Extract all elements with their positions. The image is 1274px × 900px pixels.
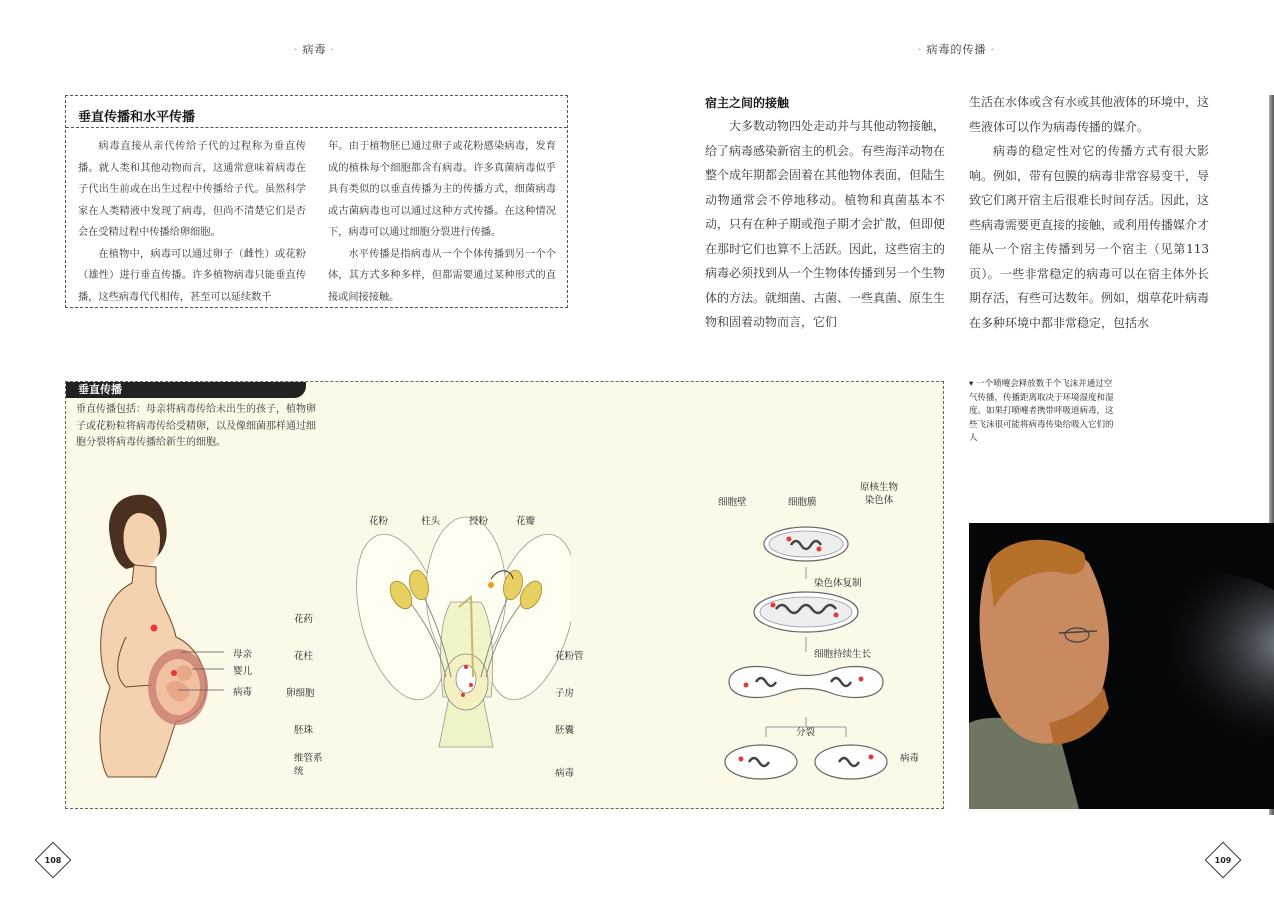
label-style: 花柱 xyxy=(294,651,314,662)
running-head-left: · 病毒 · xyxy=(294,43,335,56)
paragraph: 年。由于植物胚已通过卵子或花粉感染病毒，发育成的植株每个细胞都含有病毒。许多真菌病毒似乎具有类似的以垂直传播为主的传播方式，细菌病毒或古菌病毒也可以通过这种方式传播。在这种情况下，病毒可以通过细胞分裂进行传播。 xyxy=(328,141,556,238)
label-division: 分裂 xyxy=(796,727,816,738)
page-number-left: 108 xyxy=(35,842,72,879)
paragraph: 水平传播是指病毒从一个个体传播到另一个个体，其方式多种多样，但都需要通过某种形式的直接或间接接触。 xyxy=(328,248,556,303)
photo-caption: ▾ 一个喷嚏会释放数千个飞沫并通过空气传播，传播距离取决于环境湿度和湿度。如果打喷嚏者携带呼吸道病毒，这些飞沫很可能将病毒传染给吸入它们的人 xyxy=(969,379,1114,443)
sidebar-box xyxy=(65,95,568,308)
label-petal: 花瓣 xyxy=(516,516,536,527)
label-pollen: 花粉 xyxy=(369,516,389,527)
label-cell-wall: 细胞壁 xyxy=(718,497,747,508)
label-flower-virus: 病毒 xyxy=(555,768,575,779)
page-number-right: 109 xyxy=(1205,842,1242,879)
label-baby: 婴儿 xyxy=(233,666,253,677)
label-cell-growth: 细胞持续生长 xyxy=(814,649,872,660)
paragraph: 大多数动物四处走动并与其他动物接触，给了病毒感染新宿主的机会。有些海洋动物在整个成年期都会固着在其他物体表面，但陆生动物通常会不停地移动。植物和真菌基本不动，只有在种子期或孢子期才会扩散，但即便在那时它们也算不上活跃。因此，这些宿主的病毒必须找到从一个生物体传播到另一个生物体的方法。就细菌、古菌、一些真菌、原生生物和固着动物而言，它们 xyxy=(705,119,946,329)
pregnant-woman-illustration xyxy=(86,487,266,787)
label-virus: 病毒 xyxy=(233,687,253,698)
label-chromosome: 原核生物染色体 xyxy=(859,482,898,506)
section-heading: 宿主之间的接触 xyxy=(705,96,790,110)
label-chromosome-replication: 染色体复制 xyxy=(814,578,862,589)
vertical-transmission-panel xyxy=(65,381,944,809)
box-column-2 xyxy=(328,136,556,308)
label-ovule: 胚珠 xyxy=(294,725,314,736)
label-embryo-sac: 胚囊 xyxy=(555,725,575,736)
sneeze-photo xyxy=(969,523,1274,809)
flower-illustration xyxy=(331,507,571,767)
label-stigma: 柱头 xyxy=(421,516,441,527)
label-egg-cell: 卵细胞 xyxy=(286,688,315,699)
body-column-2 xyxy=(969,90,1209,335)
box-column-1 xyxy=(78,136,306,308)
label-mother: 母亲 xyxy=(233,649,253,660)
paragraph: 在植物中，病毒可以通过卵子（雌性）或花粉（雄性）进行垂直传播。许多植物病毒只能垂直传播，这些病毒代代相传，甚至可以延续数千 xyxy=(78,248,306,303)
label-cell-membrane: 细胞膜 xyxy=(788,497,817,508)
box-title: 垂直传播和水平传播 xyxy=(78,110,196,125)
label-ovary: 子房 xyxy=(555,688,575,699)
panel-tab: 垂直传播 xyxy=(66,382,306,398)
cell-division-illustration xyxy=(721,487,901,787)
paragraph: 病毒的稳定性对它的传播方式有很大影响。例如，带有包膜的病毒非常容易变干，导致它们离开宿主后很难长时间存活。因此，这些病毒需要更直接的接触，或利用传播媒介才能从一个宿主传播到另一个宿主（见第113页）。一些非常稳定的病毒可以在宿主体外长期存活，有些可达数年。例如，烟草花叶病毒在多种环境中都非常稳定，包括水 xyxy=(969,144,1210,330)
label-anther: 花药 xyxy=(294,614,314,625)
paragraph: 病毒直接从亲代传给子代的过程称为垂直传播。就人类和其他动物而言，这通常意味着病毒在子代出生前或在出生过程中传播给子代。虽然科学家在人类精液中发现了病毒，但尚不清楚它们是否会在受精过程中传播给卵细胞。 xyxy=(78,141,306,238)
body-column-1 xyxy=(705,114,945,335)
label-cell-virus: 病毒 xyxy=(900,753,920,764)
paragraph: 生活在水体或含有水或其他液体的环境中，这些液体可以作为病毒传播的媒介。 xyxy=(969,95,1210,134)
label-pollen-tube: 花粉管 xyxy=(555,651,584,662)
label-vascular: 维管系统 xyxy=(294,753,323,777)
label-pollination: 授粉 xyxy=(469,516,489,527)
chevron-down-icon: ▾ xyxy=(969,379,977,389)
running-head-right: · 病毒的传播 · xyxy=(918,43,995,56)
panel-description: 垂直传播包括：母亲将病毒传给未出生的孩子，植物卵子或花粉粒将病毒传给受精卵，以及像细菌那样通过细胞分裂将病毒传播给新生的细胞。 xyxy=(76,404,316,448)
